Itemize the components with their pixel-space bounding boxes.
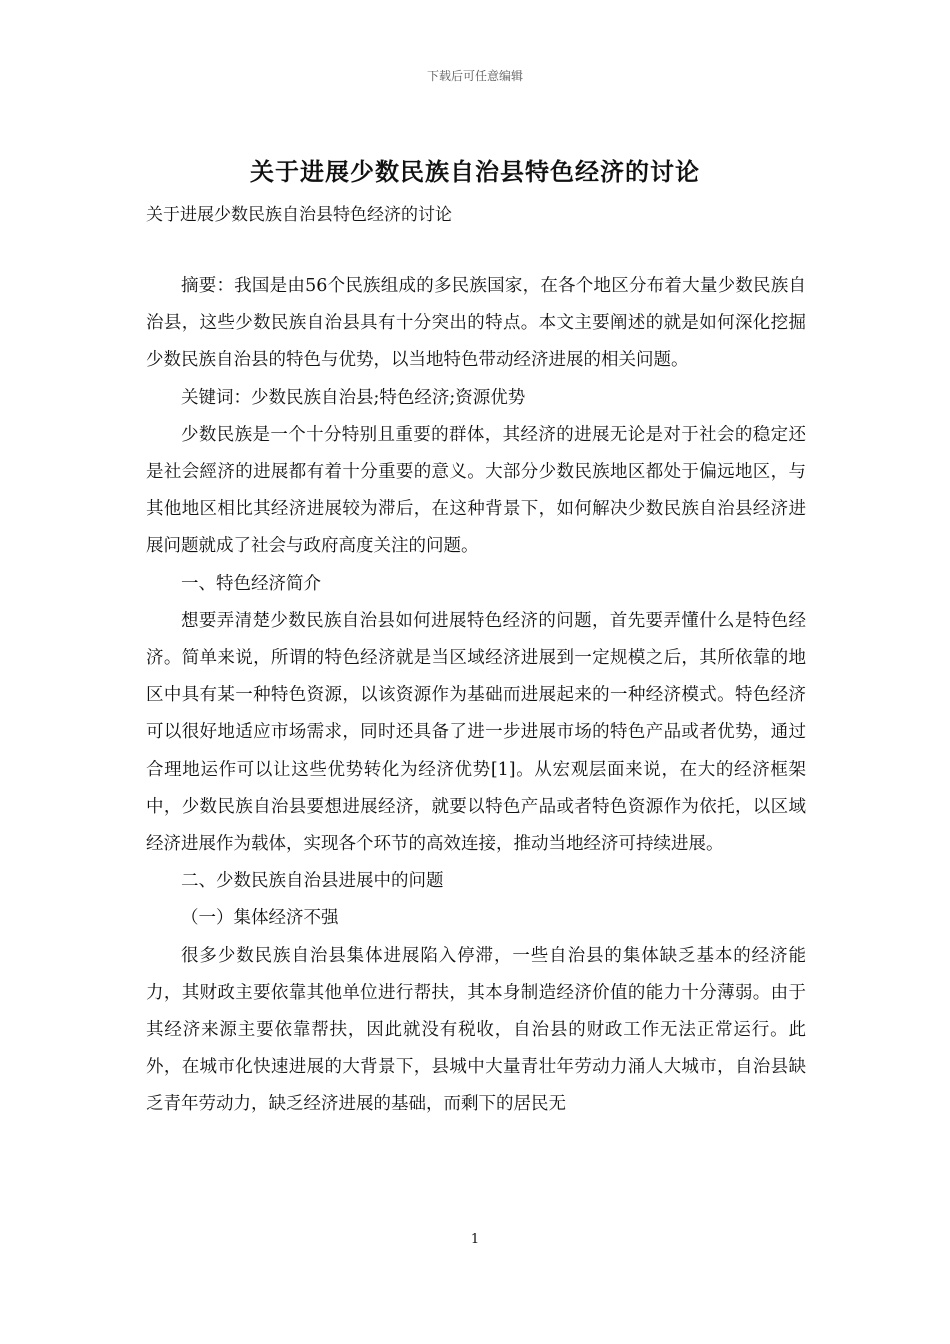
abstract-paragraph: 摘要：我国是由56个民族组成的多民族国家，在各个地区分布着大量少数民族自治县，这些少数民族自治县具有十分突出的特点。本文主要阐述的就是如何深化挖掘少数民族自治县的特色与优势，以当地特色带动经济进展的相关问题。 — [146, 276, 806, 371]
section-heading-2: 二、少数民族自治县进展中的问题 — [181, 871, 444, 892]
intro-paragraph: 少数民族是一个十分特别且重要的群体，其经济的进展无论是对于社会的稳定还是社会經济的进展都有着十分重要的意义。大部分少数民族地区都处于偏远地区，与其他地区相比其经济进展较为滞后，在这种背景下，如何解决少数民族自治县经济进展问题就成了社会与政府高度关注的问题。 — [146, 424, 806, 557]
document-title: 关于进展少数民族自治县特色经济的讨论 — [250, 157, 700, 186]
section-heading-1: 一、特色经济简介 — [181, 573, 321, 594]
document-subtitle: 关于进展少数民族自治县特色经济的讨论 — [146, 205, 452, 225]
document-body — [146, 268, 806, 1124]
page-number: 1 — [470, 1232, 480, 1247]
section-1-paragraph: 想要弄清楚少数民族自治县如何进展特色经济的问题，首先要弄懂什么是特色经济。简单来说，所谓的特色经济就是当区域经济进展到一定规模之后，其所依靠的地区中具有某一种特色资源，以该资源作为基础而进展起来的一种经济模式。特色经济可以很好地适应市场需求，同时还具备了进一步进展市场的特色产品或者优势，通过合理地运作可以让这些优势转化为经济优势[1]。从宏观层面来说，在大的经济框架中，少数民族自治县要想进展经济，就要以特色产品或者特色资源作为依托，以区域经济进展作为载体，实现各个环节的高效连接，推动当地经济可持续进展。 — [146, 610, 806, 855]
page-header: 下载后可任意编辑 — [426, 69, 523, 83]
keywords-paragraph: 关键词：少数民族自治县;特色经济;资源优势 — [181, 387, 526, 408]
subsection-2-1-paragraph: 很多少数民族自治县集体进展陷入停滞，一些自治县的集体缺乏基本的经济能力，其财政主要依靠其他单位进行帮扶，其本身制造经济价值的能力十分薄弱。由于其经济来源主要依靠帮扶，因此就没有税收，自治县的财政工作无法正常运行。此外，在城市化快速进展的大背景下，县城中大量青壮年劳动力涌人大城市，自治县缺乏青年劳动力，缺乏经济进展的基础，而剩下的居民无 — [146, 945, 806, 1115]
subsection-heading-2-1: （一）集体经济不强 — [181, 908, 339, 929]
